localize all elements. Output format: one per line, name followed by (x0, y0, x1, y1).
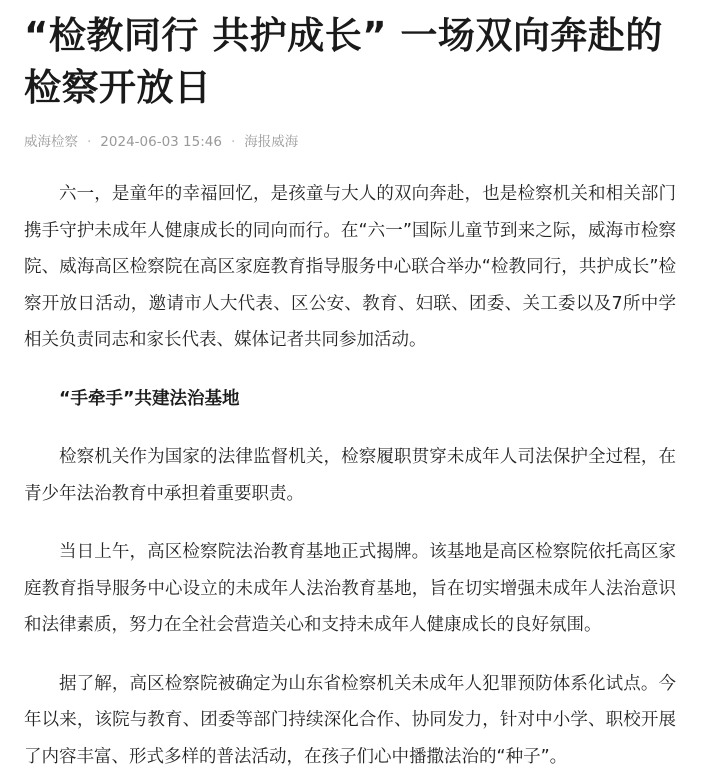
source-link[interactable]: 海报威海 (244, 134, 298, 150)
paragraph-base-unveiling: 当日上午，高区检察院法治教育基地正式揭牌。该基地是高区检察院依托高区家庭教育指导服务中心设立的未成年人法治教育基地，旨在切实增强未成年人法治意识和法律素质，努力在全社会营造关心和支持未成年人健康成长的良好氛围。 (24, 534, 676, 644)
publish-datetime: 2024-06-03 15:46 (100, 134, 222, 150)
article-meta (24, 132, 676, 152)
paragraph-pilot: 据了解，高区检察院被确定为山东省检察机关未成年人犯罪预防体系化试点。今年以来，该院与教育、团委等部门持续深化合作、协同发力，针对中小学、职校开展了内容丰富、形式多样的普法活动，在孩子们心中播撒法治的“种子”。 (24, 666, 676, 775)
meta-separator: · (231, 132, 235, 152)
meta-separator: · (87, 132, 91, 152)
article-title: “检教同行 共护成长” 一场双向奔赴的检察开放日 (24, 0, 676, 114)
paragraph-duty: 检察机关作为国家的法律监督机关，检察履职贯穿未成年人司法保护全过程，在青少年法治教育中承担着重要职责。 (24, 439, 676, 512)
article-body (24, 176, 676, 775)
paragraph-intro: 六一，是童年的幸福回忆，是孩童与大人的双向奔赴，也是检察机关和相关部门携手守护未成年人健康成长的同向而行。在“六一”国际儿童节到来之际，威海市检察院、威海高区检察院在高区家庭教育指导服务中心联合举办“检教同行，共护成长”检察开放日活动，邀请市人大代表、区公安、教育、妇联、团委、关工委以及7所中学相关负责同志和家长代表、媒体记者共同参加活动。 (24, 176, 676, 359)
section-heading: “手牵手”共建法治基地 (24, 381, 676, 418)
author-link[interactable]: 威海检察 (24, 134, 78, 150)
